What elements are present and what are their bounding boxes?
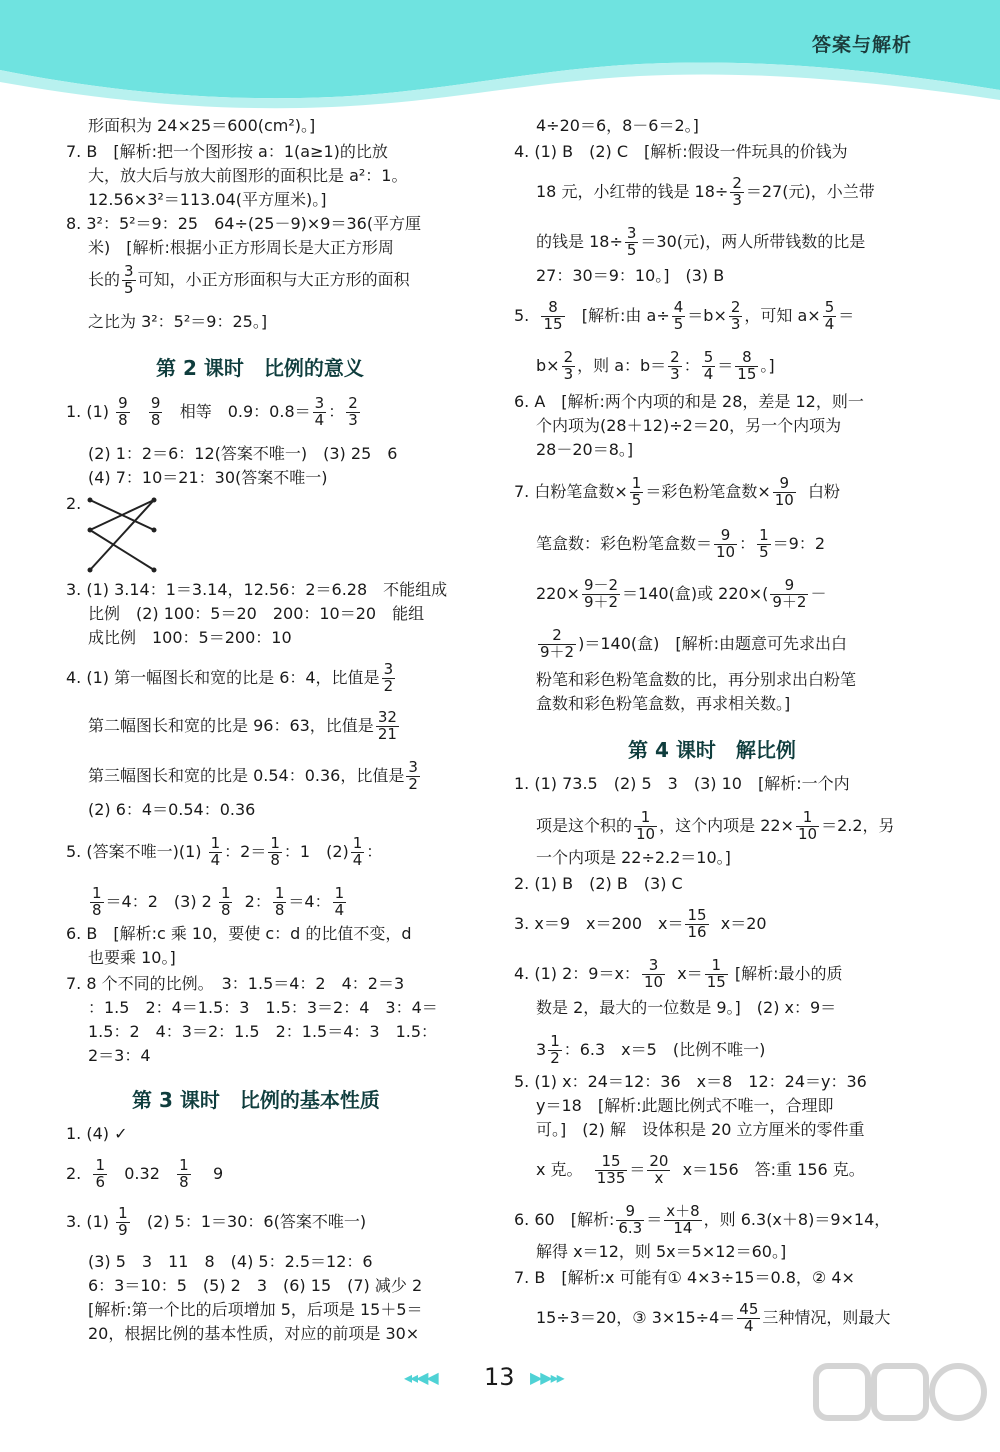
text: 9: [213, 1163, 224, 1183]
answer-4-4: [514, 958, 843, 991]
text-line: 米) [解析:根据小正方形周长是大正方形周: [88, 238, 394, 257]
prev-arrows-icon: ◂◂◀◀: [404, 1368, 437, 1387]
text: ＝4：: [288, 891, 331, 911]
fraction: [177, 1158, 191, 1191]
numerator: 2: [348, 394, 358, 412]
denominator: 8: [270, 850, 280, 869]
denominator: 9＋2: [583, 592, 619, 611]
text: ＝彩色粉笔盒数×: [645, 481, 771, 501]
text: 1. (1): [66, 401, 110, 421]
denominator: 5: [673, 314, 684, 333]
fraction: [796, 810, 819, 843]
text-line: 4÷20＝6，8－6＝2。]: [536, 116, 699, 135]
text-line: (2) 1：2＝6：12(答案不唯一) (3) 25 6: [88, 444, 398, 463]
denominator: 21: [377, 724, 397, 743]
text-line: 形面积为 24×25＝600(cm²)。]: [88, 116, 316, 135]
denominator: 2: [383, 676, 394, 695]
denominator: 4: [703, 364, 714, 383]
text-line: 数是 2，最大的一位数是 9。] (2) x：9＝: [536, 998, 837, 1017]
denominator: 2: [408, 774, 418, 793]
denominator: 15: [737, 364, 757, 383]
text: ，则 a：b＝: [577, 355, 667, 375]
numerator: 8: [541, 300, 564, 317]
fraction: [730, 176, 744, 209]
numerator: 1: [334, 884, 345, 902]
fraction: [647, 1154, 670, 1187]
text-line: 2＝3：4: [88, 1046, 151, 1065]
denominator: 3: [732, 190, 742, 209]
text: 18 元，小红带的钱是 18÷: [536, 181, 729, 201]
answer-4-1: 1. (1) 73.5 (2) 5 3 (3) 10 [解析:一个内: [514, 774, 850, 793]
numerator: 2: [732, 174, 742, 192]
text-line: [536, 350, 775, 383]
text-line: 大，放大后与放大前图形的面积比是 a²：1。: [88, 166, 408, 185]
denominator: 9＋2: [540, 642, 575, 661]
text: 可知，小正方形面积与大正方形的面积: [137, 269, 410, 289]
answer-2-3: 3. (1) 3.14：1＝3.14，12.56：2＝6.28 不能组成: [66, 580, 448, 599]
fraction: [548, 1034, 562, 1067]
numerator: 1: [631, 474, 642, 492]
fraction: [149, 396, 163, 429]
numerator: 9: [714, 528, 737, 545]
fraction: [672, 300, 686, 333]
fraction: [333, 886, 347, 919]
denominator: 4: [210, 850, 221, 869]
numerator: 1: [270, 834, 280, 852]
text-line: 个内项为(28＋12)÷2＝20，另一个内项为: [536, 416, 842, 435]
text: [解析:最小的质: [734, 963, 843, 983]
numerator: 3: [642, 958, 665, 975]
text: ：: [683, 355, 700, 375]
denominator: 8: [220, 900, 231, 919]
text: ＝b×: [687, 305, 727, 325]
fraction: [116, 396, 130, 429]
fraction: [273, 886, 287, 919]
text-line: 盒数和彩色粉笔盒数，再求相关数。]: [536, 694, 791, 713]
text: 220×: [536, 583, 580, 603]
denominator: 10: [716, 542, 736, 561]
text: ：6.3 x＝5 (比例不唯一): [563, 1039, 766, 1059]
denominator: 10: [643, 972, 664, 991]
denominator: 6.3: [618, 1218, 643, 1237]
numerator: 9: [150, 394, 161, 412]
text-line: (2) 6：4＝0.54：0.36: [88, 800, 256, 819]
numerator: 1: [796, 810, 819, 827]
fraction: [823, 300, 837, 333]
answer-8: 8. 3²：5²＝9：25 64÷(25－9)×9＝36(平方厘: [66, 214, 422, 233]
text: ＝9：2: [772, 533, 826, 553]
answer-2-7: 7. 8 个不同的比例。 3：1.5＝4：2 4：2＝3: [66, 974, 405, 993]
numerator: 2: [670, 348, 680, 366]
section-title-lesson-3: 第 3 课时 比例的基本性质: [132, 1088, 380, 1112]
text-line: [536, 1034, 765, 1067]
numerator: x＋8: [666, 1202, 700, 1220]
next-arrows-icon: ▶▶▸▸: [530, 1368, 563, 1387]
numerator: 3: [626, 224, 637, 242]
text: ，可知 a×: [744, 305, 821, 325]
text: ，这个内项是 22×: [659, 815, 794, 835]
fraction: [668, 350, 682, 383]
text: x＝156 答:重 156 克。: [682, 1159, 865, 1179]
fraction: [209, 836, 223, 869]
text: 长的: [88, 269, 121, 289]
text: x 克。: [536, 1159, 583, 1179]
numerator: 5: [703, 348, 714, 366]
text-line: [536, 1154, 865, 1187]
page-number: 13: [484, 1363, 515, 1391]
denominator: 8: [92, 900, 102, 919]
text: ＝: [838, 305, 855, 325]
answer-3-2: [66, 1158, 223, 1191]
text: 白粉: [808, 481, 841, 501]
fraction: [642, 958, 665, 991]
text: b×: [536, 355, 560, 375]
text: ＝30(元)，两人所带钱数的比是: [640, 231, 866, 251]
text: ：: [739, 533, 756, 553]
fraction: [268, 836, 282, 869]
fraction: [376, 710, 399, 743]
denominator: 9: [118, 1220, 128, 1239]
text: 三种情况，则最大: [762, 1307, 891, 1327]
text: 15÷3＝20，③ 3×15÷4＝: [536, 1307, 736, 1327]
denominator: 8: [274, 900, 285, 919]
answer-2-1: [66, 396, 362, 429]
numerator: 3: [314, 394, 325, 412]
text-line: [536, 810, 895, 843]
section-title-lesson-2: 第 2 课时 比例的意义: [156, 356, 364, 380]
fraction: [219, 886, 233, 919]
text-line: ：1.5 2：4＝1.5：3 1.5：3＝2：4 3：4＝: [88, 998, 438, 1017]
answer-r-7: [514, 476, 840, 509]
text: 3. (1): [66, 1211, 110, 1231]
text-line: [解析:第一个比的后项增加 5，后项是 15＋5＝: [88, 1300, 423, 1319]
denominator: 10: [774, 490, 794, 509]
fraction: [714, 528, 737, 561]
text-line: 成比例 100：5＝200：10: [88, 628, 292, 647]
fraction: [616, 1204, 644, 1237]
denominator: 15: [706, 972, 726, 991]
text: 第二幅图长和宽的比是 96：63，比值是: [88, 715, 374, 735]
text: 6. 60 [解析:: [514, 1209, 615, 1229]
numerator: 1: [179, 1156, 189, 1174]
text: [解析:由 a÷: [581, 305, 670, 325]
denominator: 8: [179, 1172, 189, 1191]
numerator: 45: [739, 1300, 759, 1318]
text-line: 也要乘 10。]: [88, 948, 176, 967]
numerator: 9: [616, 1204, 644, 1221]
text: 笔盒数：彩色粉笔盒数＝: [536, 533, 713, 553]
fraction: [664, 1204, 701, 1237]
text-line: 比例 (2) 100：5＝20 200：10＝20 能组: [88, 604, 425, 623]
denominator: 4: [824, 314, 835, 333]
answer-3-1: 1. (4) ✓: [66, 1124, 128, 1143]
numerator: 1: [274, 884, 285, 902]
answer-3-3: [66, 1206, 366, 1239]
numerator: 1: [95, 1156, 105, 1174]
denominator: 8: [150, 410, 161, 429]
fraction: [735, 350, 758, 383]
numerator: 8: [735, 350, 758, 367]
numerator: 1: [210, 834, 221, 852]
numerator: 9: [118, 394, 128, 412]
text-line: 1.5：2 4：3＝2：1.5 2：1.5＝4：3 1.5：: [88, 1022, 438, 1041]
denominator: 3: [670, 364, 680, 383]
watermark-logo: [810, 1360, 990, 1448]
denominator: 6: [95, 1172, 105, 1191]
fraction: [770, 578, 808, 611]
answer-r-4: 4. (1) B (2) C [解析:假设一件玩具的价钱为: [514, 142, 848, 161]
answer-2-4: [66, 662, 397, 695]
text: 4. (1) 第一幅图长和宽的比是 6：4，比值是: [66, 667, 380, 687]
denominator: 135: [596, 1168, 626, 1187]
answer-7: 7. B [解析:把一个图形按 a：1(a≥1)的比放: [66, 142, 388, 161]
answer-4-7: 7. B [解析:x 可能有① 4×3÷15＝0.8，② 4×: [514, 1268, 855, 1287]
denominator: 5: [759, 542, 769, 561]
fraction: [757, 528, 771, 561]
numerator: 32: [377, 708, 397, 726]
text-line: [536, 578, 826, 611]
text-line: [88, 760, 422, 793]
denominator: 4: [352, 850, 363, 869]
answer-4-5: 5. (1) x：24＝12：36 x＝8 12：24＝y：36: [514, 1072, 867, 1091]
fraction: [351, 836, 365, 869]
numerator: 3: [124, 262, 134, 280]
text: ，则 6.3(x＋8)＝9×14，: [703, 1209, 891, 1229]
text: ：: [328, 401, 345, 421]
text-line: [88, 264, 410, 297]
denominator: 5: [631, 490, 642, 509]
denominator: 8: [118, 410, 128, 429]
fraction: [625, 226, 639, 259]
fraction: [93, 1158, 107, 1191]
answer-2-6: 6. B [解析:c 乘 10，要使 c：d 的比值不变，d: [66, 924, 412, 943]
denominator: 16: [687, 922, 707, 941]
denominator: 2: [550, 1048, 560, 1067]
text: x＝: [677, 963, 703, 983]
fraction: [122, 264, 136, 297]
text: －: [810, 583, 827, 603]
numerator: 15: [687, 906, 707, 924]
text-line: 12.56×3²＝113.04(平方厘米)。]: [88, 190, 327, 209]
answer-4-2: 2. (1) B (2) B (3) C: [514, 874, 683, 893]
text-line: (3) 5 3 11 8 (4) 5：2.5＝12：6: [88, 1252, 373, 1271]
text-line: 28－20＝8。]: [536, 440, 634, 459]
section-title-lesson-4: 第 4 课时 解比例: [628, 738, 796, 762]
text: ＝2.2，另: [821, 815, 895, 835]
text: 3. x＝9 x＝200 x＝: [514, 913, 684, 933]
fraction: [382, 662, 396, 695]
denominator: 4: [334, 900, 345, 919]
answer-4-6: [514, 1204, 890, 1237]
fraction: [313, 396, 327, 429]
denominator: 14: [673, 1218, 693, 1237]
numerator: 2: [538, 628, 576, 645]
fraction: [346, 396, 360, 429]
text: 第三幅图长和宽的比是 0.54：0.36，比值是: [88, 765, 405, 785]
answer-2-5: [66, 836, 382, 869]
numerator: 2: [730, 298, 741, 316]
text: ＝: [717, 355, 734, 375]
text: 相等 0.9：0.8＝: [179, 401, 311, 421]
fraction: [406, 760, 420, 793]
text-line: [88, 710, 401, 743]
fraction: [685, 908, 708, 941]
text-line: 可。] (2) 解 设体积是 20 立方厘米的零件重: [536, 1120, 865, 1139]
text: 4. (1) 2：9＝x：: [514, 963, 640, 983]
text-line: 之比为 3²：5²＝9：25。]: [88, 312, 268, 331]
text-line: [536, 528, 825, 561]
text-line: 6：3＝10：5 (5) 2 3 (6) 15 (7) 减少 2: [88, 1276, 423, 1295]
numerator: 3: [383, 660, 394, 678]
text-line: (4) 7：10＝21：30(答案不唯一): [88, 468, 328, 487]
denominator: x: [654, 1168, 664, 1187]
text-line: [536, 1302, 890, 1335]
text: ＝: [629, 1159, 646, 1179]
denominator: 10: [797, 824, 818, 843]
fraction: [705, 958, 728, 991]
fraction: [634, 810, 657, 843]
text: 2：: [244, 891, 271, 911]
text: ：2＝: [224, 841, 267, 861]
answer-2-2: 2.: [66, 494, 82, 513]
text-line: [536, 226, 865, 259]
numerator: 20: [649, 1152, 669, 1170]
text: ＝: [646, 1209, 663, 1229]
text: )＝140(盒) [解析:由题意可先求出白: [578, 633, 847, 653]
text: 0.32: [124, 1163, 160, 1183]
fraction: [116, 1206, 130, 1239]
header-title: 答案与解析: [811, 34, 912, 56]
denominator: 4: [314, 410, 325, 429]
answer-r-5: [514, 300, 854, 333]
numerator: 9－2: [583, 576, 619, 594]
text-line: 粉笔和彩色粉笔盒数的比，再分别求出白粉笔: [536, 670, 857, 689]
fraction: [630, 476, 644, 509]
numerator: 9: [773, 476, 796, 493]
text-line: [536, 628, 847, 661]
numerator: 1: [352, 834, 363, 852]
text-line: 一个内项是 22÷2.2＝10。]: [536, 848, 731, 867]
text-line: 解得 x＝12，则 5x＝5×12＝60。]: [536, 1242, 787, 1261]
numerator: 15: [595, 1154, 628, 1171]
numerator: 5: [824, 298, 835, 316]
text: 5. (答案不唯一)(1): [66, 841, 202, 861]
numerator: 3: [408, 758, 418, 776]
fraction: [90, 886, 104, 919]
text: 2.: [66, 1163, 82, 1183]
denominator: 3: [348, 410, 358, 429]
denominator: 4: [744, 1316, 754, 1335]
text: x＝20: [720, 913, 767, 933]
denominator: 5: [124, 278, 134, 297]
fraction: [582, 578, 620, 611]
fraction: [541, 300, 564, 333]
denominator: 3: [563, 364, 574, 383]
denominator: 9＋2: [772, 592, 807, 611]
numerator: 1: [118, 1204, 128, 1222]
fraction: [729, 300, 743, 333]
numerator: 1: [759, 526, 769, 544]
numerator: 4: [673, 298, 684, 316]
answer-4-3: [514, 908, 767, 941]
text-line: [536, 176, 875, 209]
text: 的钱是 18÷: [536, 231, 623, 251]
text: 3: [536, 1039, 547, 1059]
fraction: [737, 1302, 760, 1335]
text: 5.: [514, 305, 530, 325]
denominator: 15: [543, 314, 563, 333]
text: 7. 白粉笔盒数×: [514, 481, 628, 501]
fraction: [595, 1154, 628, 1187]
denominator: 10: [636, 824, 656, 843]
numerator: 2: [563, 348, 574, 366]
numerator: 1: [220, 884, 231, 902]
text-line: [88, 886, 348, 919]
text: 。]: [760, 355, 775, 375]
text-line: 20，根据比例的基本性质，对应的前项是 30×: [88, 1324, 420, 1343]
numerator: 9: [770, 578, 808, 595]
fraction: [562, 350, 576, 383]
matching-lines-diagram: [86, 494, 162, 576]
text: (2) 5：1＝30：6(答案不唯一): [146, 1211, 367, 1231]
fraction: [773, 476, 796, 509]
denominator: 3: [730, 314, 741, 333]
text-line: y＝18 [解析:此题比例式不唯一，合理即: [536, 1096, 834, 1115]
text-line: 27：30＝9：10。] (3) B: [536, 266, 725, 285]
fraction: [538, 628, 576, 661]
numerator: 1: [550, 1032, 560, 1050]
text: ＝140(盒)或 220×(: [622, 583, 769, 603]
denominator: 5: [626, 240, 637, 259]
answer-r-6: 6. A [解析:两个内项的和是 28，差是 12，则一: [514, 392, 864, 411]
numerator: 1: [92, 884, 102, 902]
numerator: 1: [705, 958, 728, 975]
text: ：1 (2): [283, 841, 349, 861]
text: 项是这个积的: [536, 815, 633, 835]
text: ：: [366, 841, 383, 861]
fraction: [702, 350, 716, 383]
text: ＝4：2 (3) 2: [105, 891, 212, 911]
text: ＝27(元)，小兰带: [745, 181, 875, 201]
numerator: 1: [634, 810, 657, 827]
